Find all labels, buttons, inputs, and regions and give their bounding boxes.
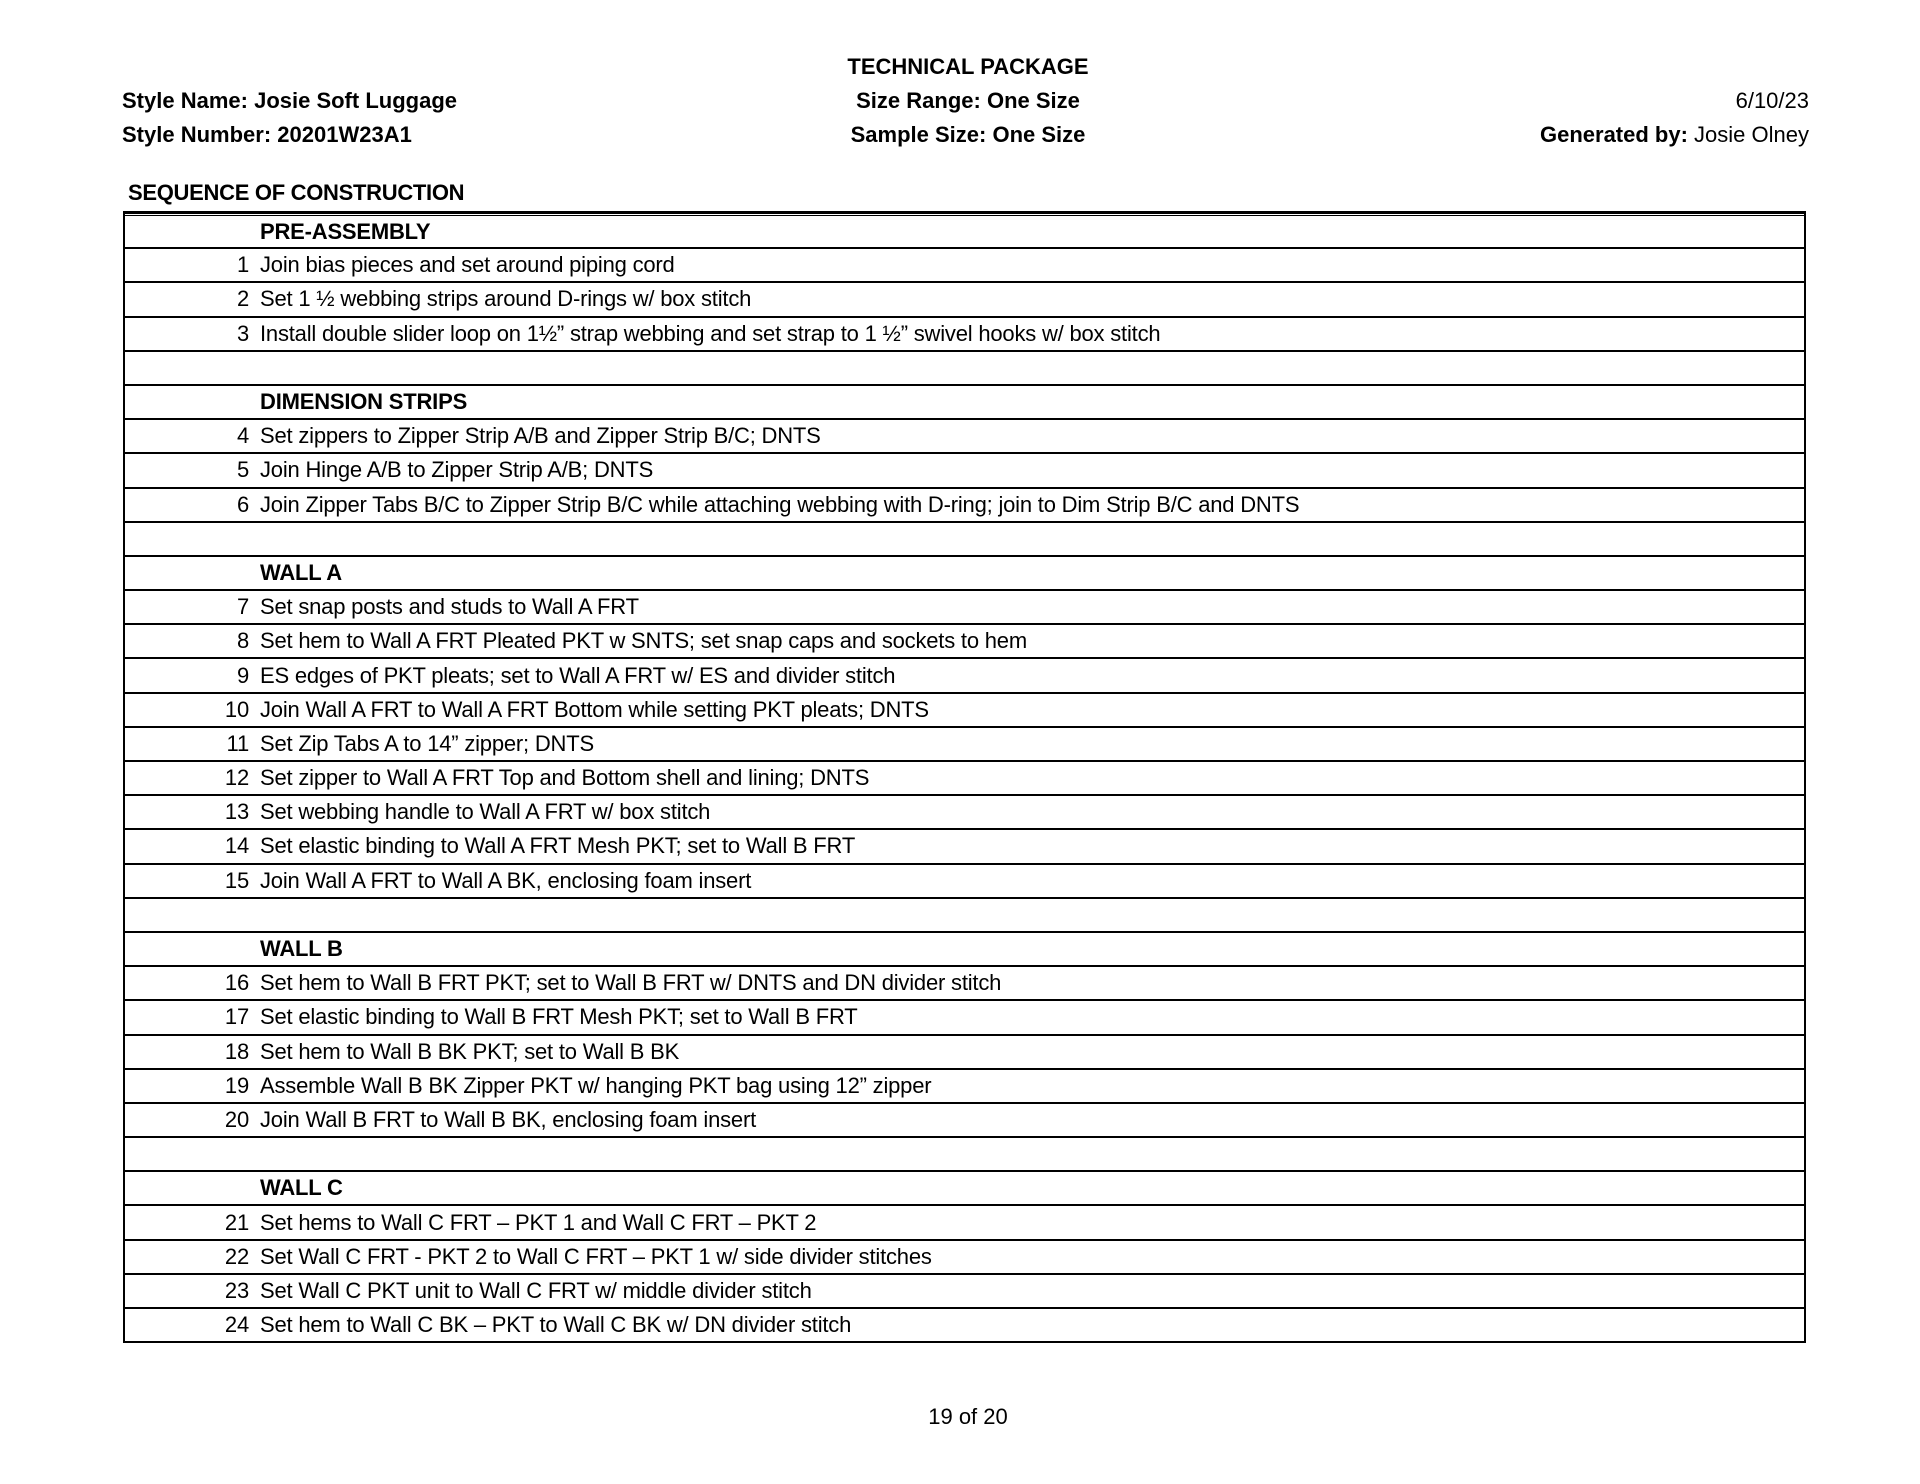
table-row	[125, 1307, 1804, 1341]
step-number: 6	[236, 491, 249, 517]
section-row	[125, 931, 1804, 965]
sample-size-label: Sample Size:	[850, 122, 987, 147]
table-row	[125, 794, 1804, 828]
step-text: Join Zipper Tabs B/C to Zipper Strip B/C while attaching webbing with D-ring; join to Dim Strip B/C and DNTS	[260, 491, 1300, 517]
table-row	[125, 281, 1804, 315]
table-row	[125, 1239, 1804, 1273]
construction-table	[123, 211, 1806, 1343]
table-row	[125, 589, 1804, 623]
step-text: Set Wall C FRT - PKT 2 to Wall C FRT – PKT 1 w/ side divider stitches	[260, 1243, 932, 1269]
style-number: 20201W23A1	[277, 122, 412, 147]
step-text: Set Zip Tabs A to 14” zipper; DNTS	[260, 730, 594, 756]
step-number: 5	[236, 457, 249, 483]
step-text: Set zipper to Wall A FRT Top and Bottom shell and lining; DNTS	[260, 765, 870, 791]
style-name-label: Style Name:	[122, 88, 248, 113]
table-row	[125, 657, 1804, 691]
step-number: 16	[224, 970, 249, 996]
sample-size: One Size	[992, 122, 1086, 147]
table-row	[125, 623, 1804, 657]
step-text: Set hem to Wall B FRT PKT; set to Wall B FRT w/ DNTS and DN divider stitch	[260, 970, 1002, 996]
step-number: 14	[224, 833, 249, 859]
step-number: 12	[224, 765, 249, 791]
table-row	[125, 1273, 1804, 1307]
step-number: 23	[224, 1277, 249, 1303]
page-number: 19 of 20	[928, 1404, 1008, 1429]
table-row	[125, 999, 1804, 1033]
step-number: 17	[224, 1004, 249, 1030]
step-number: 10	[224, 696, 249, 722]
step-text: Join Wall A FRT to Wall A BK, enclosing foam insert	[260, 867, 752, 893]
step-text: Set hem to Wall A FRT Pleated PKT w SNTS; set snap caps and sockets to hem	[260, 628, 1027, 654]
table-row	[125, 1204, 1804, 1238]
table-row	[125, 1068, 1804, 1102]
step-number: 13	[224, 799, 249, 825]
step-text: ES edges of PKT pleats; set to Wall A FRT w/ ES and divider stitch	[260, 662, 896, 688]
table-row	[125, 247, 1804, 281]
table-row	[125, 452, 1804, 486]
table-row	[125, 965, 1804, 999]
step-number: 19	[224, 1072, 249, 1098]
table-row	[125, 760, 1804, 794]
generated-by: Josie Olney	[1694, 122, 1809, 147]
step-text: Set hem to Wall C BK – PKT to Wall C BK w/ DN divider stitch	[260, 1312, 852, 1338]
step-text: Set elastic binding to Wall B FRT Mesh PKT; set to Wall B FRT	[260, 1004, 858, 1030]
step-number: 9	[236, 662, 249, 688]
generated-by-label: Generated by:	[1539, 122, 1688, 147]
step-number: 11	[226, 730, 249, 756]
step-text: Set webbing handle to Wall A FRT w/ box stitch	[260, 799, 711, 825]
step-text: Set snap posts and studs to Wall A FRT	[260, 594, 639, 620]
step-text: Set hem to Wall B BK PKT; set to Wall B BK	[260, 1038, 680, 1064]
step-number: 20	[224, 1106, 249, 1132]
step-number: 18	[224, 1038, 249, 1064]
table-row	[125, 418, 1804, 452]
step-number: 21	[224, 1209, 249, 1235]
section-heading: PRE-ASSEMBLY	[260, 218, 431, 244]
empty-row	[125, 350, 1804, 384]
size-range: One Size	[986, 88, 1080, 113]
table-row	[125, 487, 1804, 521]
section-row	[125, 1170, 1804, 1204]
step-number: 24	[224, 1312, 249, 1338]
table-row	[125, 863, 1804, 897]
table-row	[125, 692, 1804, 726]
step-number: 7	[236, 594, 249, 620]
step-text: Set hems to Wall C FRT – PKT 1 and Wall C FRT – PKT 2	[260, 1209, 817, 1235]
step-text: Assemble Wall B BK Zipper PKT w/ hanging PKT bag using 12” zipper	[260, 1072, 932, 1098]
section-title: SEQUENCE OF CONSTRUCTION	[128, 180, 465, 205]
step-number: 4	[236, 423, 249, 449]
step-text: Set Wall C PKT unit to Wall C FRT w/ middle divider stitch	[260, 1277, 812, 1303]
step-text: Join Hinge A/B to Zipper Strip A/B; DNTS	[260, 457, 654, 483]
step-text: Join bias pieces and set around piping cord	[260, 252, 675, 278]
step-text: Set elastic binding to Wall A FRT Mesh PKT; set to Wall B FRT	[260, 833, 856, 859]
empty-row	[125, 1136, 1804, 1170]
step-number: 2	[236, 286, 249, 312]
section-row	[125, 384, 1804, 418]
generation-info	[1540, 84, 1809, 152]
table-row	[125, 1102, 1804, 1136]
step-text: Set 1 ½ webbing strips around D-rings w/ box stitch	[260, 286, 752, 312]
step-number: 22	[224, 1243, 249, 1269]
step-text: Join Wall A FRT to Wall A FRT Bottom while setting PKT pleats; DNTS	[260, 696, 929, 722]
step-text: Install double slider loop on 1½” strap webbing and set strap to 1 ½” swivel hooks w/ box stitch	[260, 320, 1161, 346]
step-text: Join Wall B FRT to Wall B BK, enclosing foam insert	[260, 1106, 756, 1132]
table-row	[125, 726, 1804, 760]
section-heading: WALL C	[260, 1175, 343, 1201]
step-text: Set zippers to Zipper Strip A/B and Zipper Strip B/C; DNTS	[260, 423, 821, 449]
table-row	[125, 316, 1804, 350]
empty-row	[125, 521, 1804, 555]
table-row	[125, 828, 1804, 862]
document-date: 6/10/23	[1735, 88, 1809, 113]
size-range-label: Size Range:	[856, 88, 981, 113]
step-number: 3	[236, 320, 249, 346]
style-name: Josie Soft Luggage	[254, 88, 457, 113]
step-number: 8	[236, 628, 249, 654]
empty-row	[125, 897, 1804, 931]
section-row	[125, 555, 1804, 589]
section-heading: DIMENSION STRIPS	[260, 389, 468, 415]
table-row	[125, 1034, 1804, 1068]
section-row	[125, 213, 1804, 247]
section-heading: WALL B	[260, 936, 343, 962]
document-title: TECHNICAL PACKAGE	[847, 54, 1089, 79]
step-number: 1	[236, 252, 249, 278]
step-number: 15	[224, 867, 249, 893]
section-heading: WALL A	[260, 559, 342, 585]
style-number-label: Style Number:	[122, 122, 272, 147]
